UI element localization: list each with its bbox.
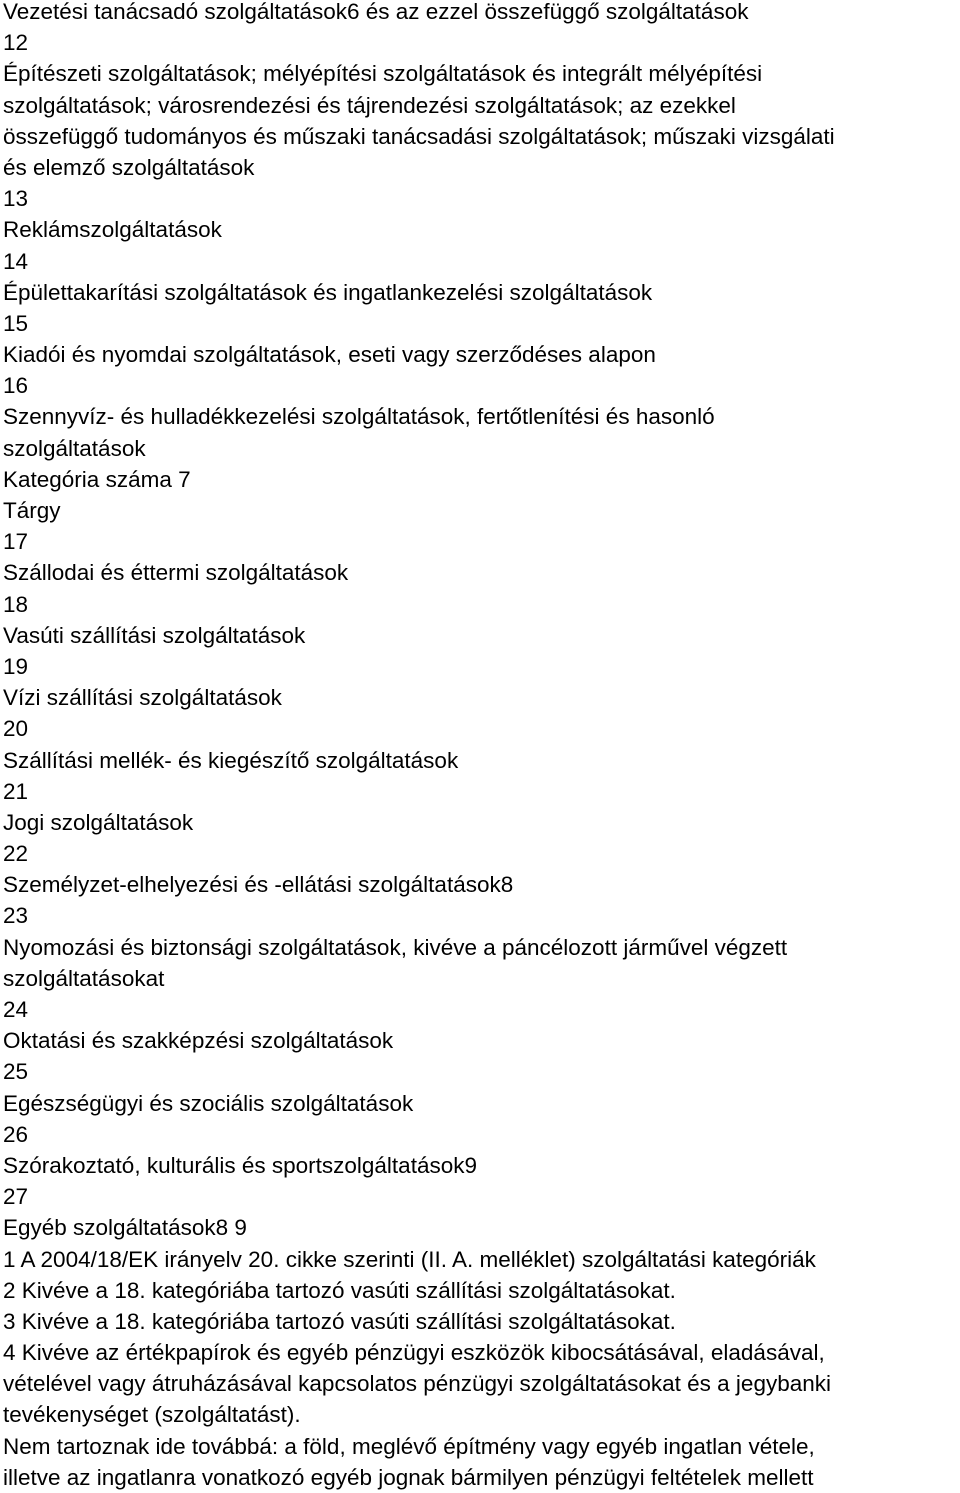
- text-line: 24: [3, 997, 29, 1022]
- text-line: Építészeti szolgáltatások; mélyépítési szolgáltatások és integrált mélyépítési: [3, 61, 763, 87]
- text-line: 18: [3, 591, 29, 617]
- text-line: 1 A 2004/18/EK irányelv 20. cikke szerinti (II. A. melléklet) szolgáltatási kategóriák: [3, 1246, 816, 1272]
- text-line: 20: [3, 716, 29, 742]
- text-line: 23: [3, 903, 29, 929]
- text-line: és elemző szolgáltatások: [3, 154, 255, 180]
- text-line: Szórakoztató, kulturális és sportszolgáltatások9: [3, 1152, 477, 1178]
- text-line: 16: [3, 373, 29, 399]
- text-line: Jogi szolgáltatások: [3, 809, 194, 835]
- text-line: Oktatási és szakképzési szolgáltatások: [3, 1028, 394, 1054]
- text-line: Kiadói és nyomdai szolgáltatások, eseti vagy szerződéses alapon: [3, 342, 656, 368]
- text-line: 3 Kivéve a 18. kategóriába tartozó vasúti szállítási szolgáltatásokat.: [3, 1308, 676, 1334]
- text-line: 13: [3, 186, 29, 212]
- text-line: 27: [3, 1184, 29, 1210]
- text-line: 22: [3, 841, 29, 867]
- text-line: 17: [3, 529, 29, 555]
- text-line: szolgáltatások: [3, 435, 146, 461]
- text-line: 2 Kivéve a 18. kategóriába tartozó vasúti szállítási szolgáltatásokat.: [3, 1277, 676, 1303]
- text-line: Személyzet-elhelyezési és -ellátási szolgáltatások8: [3, 872, 514, 898]
- text-line: szolgáltatásokat: [3, 965, 165, 991]
- text-line: Szennyvíz- és hulladékkezelési szolgáltatások, fertőtlenítési és hasonló: [3, 404, 715, 430]
- text-line: Reklámszolgáltatások: [3, 217, 222, 243]
- text-line: összefüggő tudományos és műszaki tanácsadási szolgáltatások; műszaki vizsgálati: [3, 123, 835, 149]
- text-line: Vízi szállítási szolgáltatások: [3, 685, 282, 711]
- text-line: 26: [3, 1121, 29, 1147]
- text-line: szolgáltatások; városrendezési és tájrendezési szolgáltatások; az ezekkel: [3, 92, 736, 118]
- text-line: Egyéb szolgáltatások8 9: [3, 1215, 247, 1241]
- document-body: [3, 0, 960, 1493]
- text-line: 21: [3, 778, 29, 804]
- text-line: Nem tartoznak ide továbbá: a föld, meglévő építmény vagy egyéb ingatlan vétele,: [3, 1433, 815, 1459]
- text-line: Kategória száma 7: [3, 466, 191, 492]
- text-line: 15: [3, 310, 29, 336]
- text-line: Szállodai és éttermi szolgáltatások: [3, 560, 349, 586]
- text-line: tevékenységet (szolgáltatást).: [3, 1402, 301, 1428]
- text-line: 25: [3, 1059, 29, 1085]
- text-line: Nyomozási és biztonsági szolgáltatások, kivéve a páncélozott járművel végzett: [3, 934, 788, 960]
- text-line: illetve az ingatlanra vonatkozó egyéb jognak bármilyen pénzügyi feltételek mellett: [3, 1464, 814, 1490]
- text-line: 19: [3, 653, 29, 679]
- text-line: Vasúti szállítási szolgáltatások: [3, 622, 306, 648]
- text-line: Vezetési tanácsadó szolgáltatások6 és az ezzel összefüggő szolgáltatások: [3, 0, 749, 24]
- text-line: 12: [3, 30, 29, 56]
- text-line: Egészségügyi és szociális szolgáltatások: [3, 1090, 414, 1116]
- text-line: 14: [3, 248, 29, 274]
- text-line: Épülettakarítási szolgáltatások és ingatlankezelési szolgáltatások: [3, 279, 653, 305]
- text-line: Tárgy: [3, 498, 61, 523]
- text-line: vételével vagy átruházásával kapcsolatos pénzügyi szolgáltatásokat és a jegybanki: [3, 1371, 831, 1397]
- text-line: Szállítási mellék- és kiegészítő szolgáltatások: [3, 747, 459, 773]
- text-line: 4 Kivéve az értékpapírok és egyéb pénzügyi eszközök kibocsátásával, eladásával,: [3, 1340, 825, 1366]
